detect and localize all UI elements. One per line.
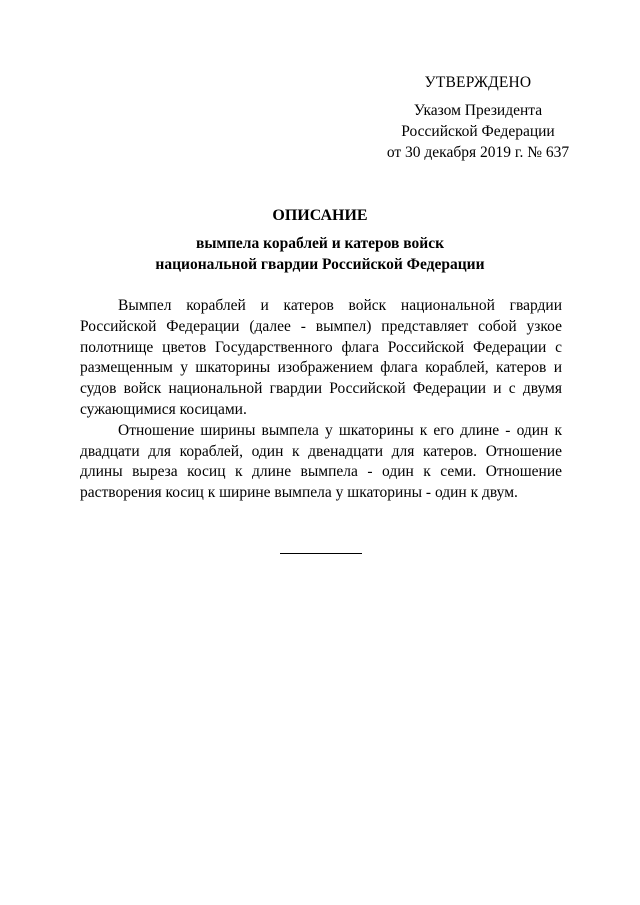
approval-decree-line: Указом Президента	[413, 102, 543, 119]
body-paragraph-2: Отношение ширины вымпела у шкаторины к его длине - один к двадцати для кораблей, один к двенадцати для катеров. Отношение длины выреза косиц к длине вымпела - один к семи. Отношение растворения косиц к ширине вымпела у шкаторины - один к двум.	[80, 421, 562, 502]
approval-block	[378, 72, 578, 163]
approval-country-line: Российской Федерации	[401, 123, 555, 140]
document-subtitle	[80, 233, 560, 275]
document-body	[80, 296, 562, 504]
subtitle-line-1: вымпела кораблей и катеров войск	[195, 235, 445, 252]
document-title: ОПИСАНИЕ	[272, 207, 368, 224]
subtitle-line-2: национальной гвардии Российской Федерации	[155, 256, 485, 273]
end-divider	[280, 553, 362, 554]
approval-date-line: от 30 декабря 2019 г. № 637	[386, 144, 570, 161]
body-paragraph-1: Вымпел кораблей и катеров войск национальной гвардии Российской Федерации (далее - вымпел) представляет собой узкое полотнище цветов Государственного флага Российской Федерации с размещенным у шкаторины изображением флага кораблей, катеров и судов войск национальной гвардии Российской Федерации и с двумя сужающимися косицами.	[80, 297, 562, 418]
approved-label: УТВЕРЖДЕНО	[424, 74, 532, 91]
